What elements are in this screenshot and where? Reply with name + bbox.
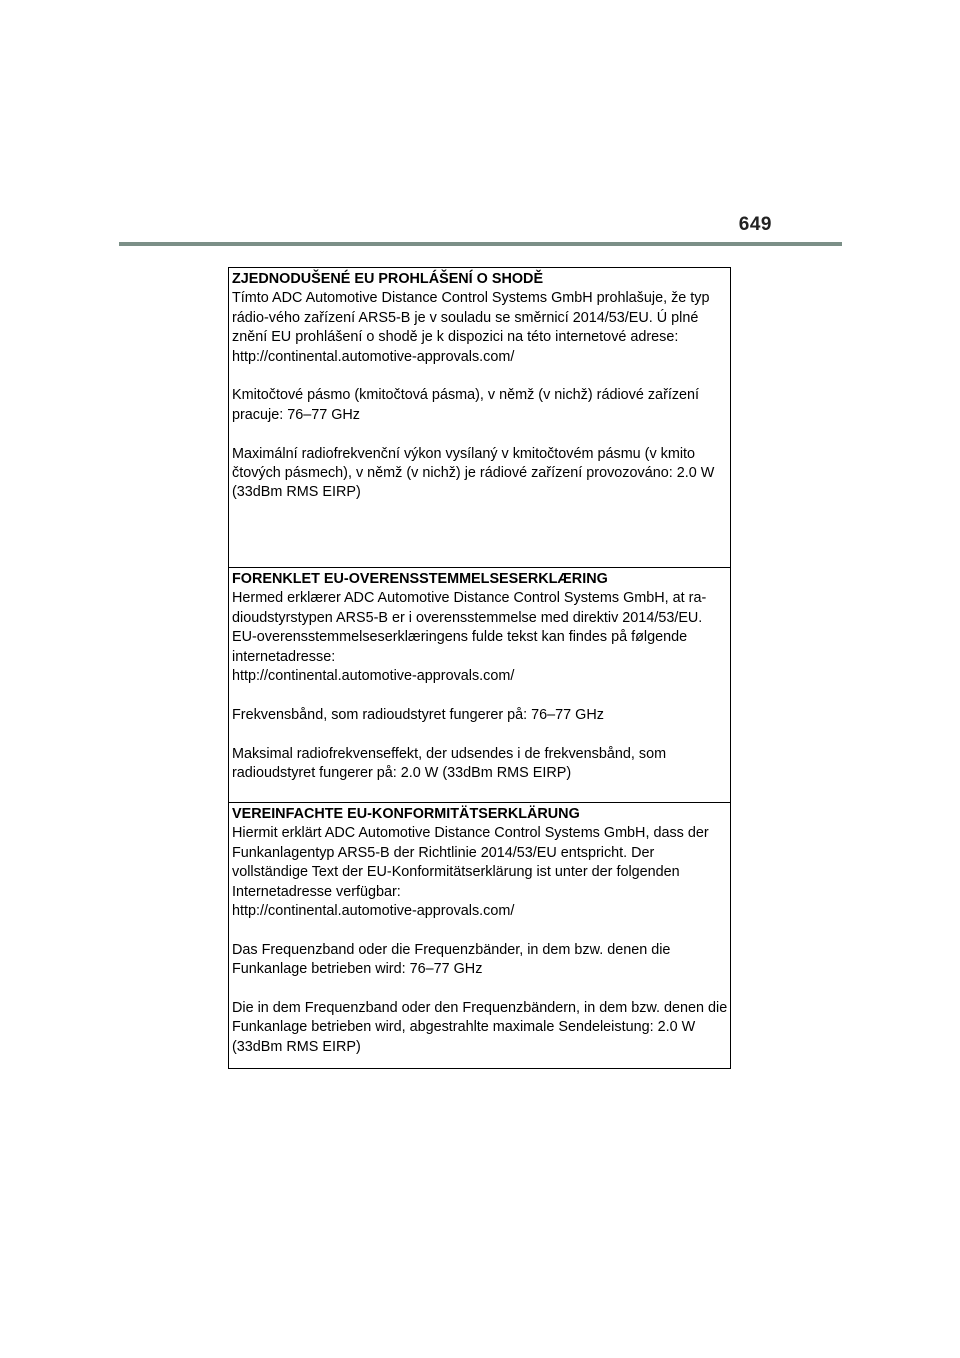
section-power: Die in dem Frequenzband oder den Frequenzbändern, in dem bzw. denen die Funkanlage betrieben wird, abgestrahlte maximale Sendeleistung: 2.0 W (33dBm RMS EIRP): [232, 1000, 728, 1055]
section-german: [229, 802, 730, 1068]
spacer: [232, 686, 728, 705]
page-number: 649: [738, 214, 772, 235]
section-intro: Hermed erklærer ADC Automotive Distance Control Systems GmbH, at ra-dioudstyrstypen ARS5-B er i overensstemmelse med direktiv 2014/53/EU. EU-overensstemmelseserklæringens fulde tekst kan findes på følgende internetadresse:: [232, 590, 707, 665]
section-power: Maksimal radiofrekvenseffekt, der udsendes i de frekvensbånd, som radioudstyret fungerer på: 2.0 W (33dBm RMS EIRP): [232, 745, 667, 782]
section-intro: Tímto ADC Automotive Distance Control Systems GmbH prohlašuje, že typ rádio-vého zařízení ARS5-B je v souladu se směrnicí 2014/53/EU. Ú plné znění EU prohlášení o shodě je k dispozici na této internetové adrese:: [232, 290, 710, 346]
spacer: [232, 980, 728, 999]
section-czech: [229, 268, 730, 567]
spacer: [232, 921, 728, 940]
section-title: FORENKLET EU-OVERENSSTEMMELSESERKLÆRING: [232, 571, 608, 587]
section-power: Maximální radiofrekvenční výkon vysílaný v kmitočtovém pásmu (v kmito čtových pásmech), v němž (v nichž) je rádiové zařízení provozováno: 2.0 W (33dBm RMS EIRP): [232, 445, 715, 501]
section-intro: Hiermit erklärt ADC Automotive Distance Control Systems GmbH, dass der Funkanlagentyp ARS5-B der Richtlinie 2014/53/EU entspricht. Der vollständige Text der EU-Konformitätserklärung ist unter der folgenden Internetadresse verfügbar:: [232, 825, 709, 900]
section-frequency: Das Frequenzband oder die Frequenzbänder, in dem bzw. denen die Funkanlage betrieben wird: 76–77 GHz: [232, 941, 671, 978]
section-danish: [229, 567, 730, 802]
spacer: [232, 725, 728, 744]
section-url: http://continental.automotive-approvals.com/: [232, 668, 515, 685]
section-frequency: Frekvensbånd, som radioudstyret fungerer på: 76–77 GHz: [232, 706, 604, 723]
section-title: ZJEDNODUŠENÉ EU PROHLÁŠENÍ O SHODĚ: [232, 271, 544, 287]
section-url: http://continental.automotive-approvals.com/: [232, 903, 515, 920]
declaration-table: [228, 267, 731, 1069]
spacer: [232, 367, 728, 386]
section-frequency: Kmitočtové pásmo (kmitočtová pásma), v němž (v nichž) rádiové zařízení pracuje: 76–77 GHz: [232, 387, 700, 423]
header-rule: [119, 242, 842, 246]
spacer: [232, 425, 728, 444]
section-title: VEREINFACHTE EU-KONFORMITÄTSERKLÄRUNG: [232, 806, 580, 822]
section-url: http://continental.automotive-approvals.com/: [232, 348, 515, 365]
